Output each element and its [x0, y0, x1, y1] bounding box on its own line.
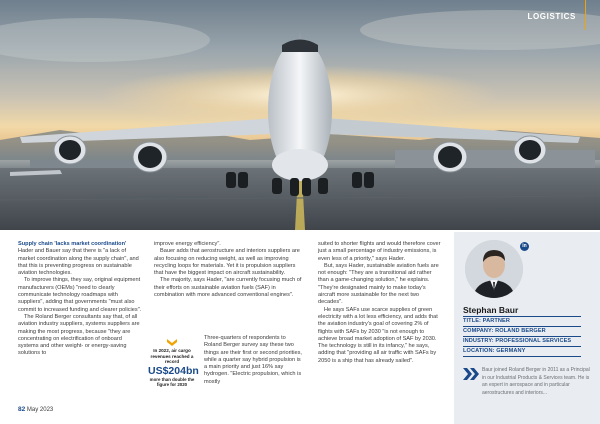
issue-date: May 2023 [26, 407, 54, 413]
subheading: Supply chain 'lacks market coordination' [18, 241, 127, 247]
paragraph: He says SAFs use scarce supplies of green electricity with a lot less efficiency, and adds that the aviation industry's goal of covering 2% of flights with SAFs by 2030 "is not enough to achieve broad market adoption of SAF by 2030. The technology is still in its infancy," he says, adding that "providing all air traffic with SAFs by 2050 is a ship that has already sailed". [318, 306, 438, 364]
section-tag: LOGISTICS [527, 12, 576, 21]
paragraph: Hader and Bauer say that there is "a lack of market coordination along the supply chain", and that this is preventing progress on sustainable aviation technologies. [18, 248, 139, 277]
paragraph: suited to shorter flights and would therefore cover just a small percentage of industry emissions, is even less of a priority," says Hader. [318, 241, 441, 262]
profile-industry: INDUSTRY: PROFESSIONAL SERVICES [463, 338, 572, 344]
paragraph: Bauer adds that aerostructure and interiors suppliers are also focusing on reducing weight, as well as improving recycling loops for materials. Yet it is propulsion suppliers that have the biggest impact on aircraft sustainability. [154, 248, 300, 277]
portrait-photo [465, 240, 523, 298]
divider [463, 326, 581, 327]
profile-location: LOCATION: GERMANY [463, 348, 526, 354]
paragraph: The majority, says Hader, "are currently focusing much of their efforts on sustainable aviation fuels (SAF) in combination with more advanced conventional engines". [154, 277, 302, 299]
stat-note: more than double the figure for 2020 [149, 376, 195, 388]
page-folio [18, 406, 53, 413]
chevron-down-icon [167, 339, 177, 347]
paragraph: The Roland Berger consultants say that, of all aviation industry suppliers, systems suppliers are making the most progress, because "they are concentrating on electrification of onboard systems and other weight- or energy-saving solutions to [18, 313, 140, 357]
linkedin-icon[interactable]: in [520, 242, 529, 251]
divider [463, 316, 581, 317]
article-column-1 [18, 241, 142, 358]
article-column-3 [318, 241, 444, 365]
profile-bio: Baur joined Roland Berger in 2011 as a Principal in our Industrial Products & Services team. He is an expert in aerospace and in particular aerostructures and interiors... [482, 367, 590, 396]
article-column-2 [154, 241, 302, 299]
paragraph: But, says Hader, sustainable aviation fuels are not enough: "They are a transitional aid rather than a game-changing solution," he explains. "They're designated mainly to make today's aircraft more sustainable for the next two decades". [318, 262, 439, 306]
profile-company: COMPANY: ROLAND BERGER [463, 328, 546, 334]
profile-title: TITLE: PARTNER [463, 318, 510, 324]
divider [463, 336, 581, 337]
section-tag-accent-bar [585, 0, 586, 30]
stat-value: US$204bn [148, 364, 199, 377]
avatar [465, 240, 523, 298]
paragraph: improve energy efficiency". [154, 241, 221, 247]
stat-callout [148, 339, 199, 388]
double-chevron-right-icon [463, 368, 479, 380]
page-number: 82 [18, 406, 26, 413]
paragraph: Three-quarters of respondents to Roland Berger survey say these two things are their first or second priorities, while a quarter say hybrid propulsion is a main priority and just 16% say hydrogen. "Electric propulsion, which is mostly [204, 335, 302, 385]
divider [463, 346, 581, 347]
article-column-2-continued [204, 335, 304, 386]
profile-name: Stephan Baur [463, 305, 519, 315]
paragraph: To improve things, they say, original equipment manufacturers (OEMs) "need to clearly communicate technology roadmaps with suppliers", adding that governments "must also commit to increased funding and clearer policies". [18, 277, 142, 313]
divider [463, 356, 581, 357]
stat-intro: In 2022, air cargo revenues reached a record [150, 348, 194, 365]
